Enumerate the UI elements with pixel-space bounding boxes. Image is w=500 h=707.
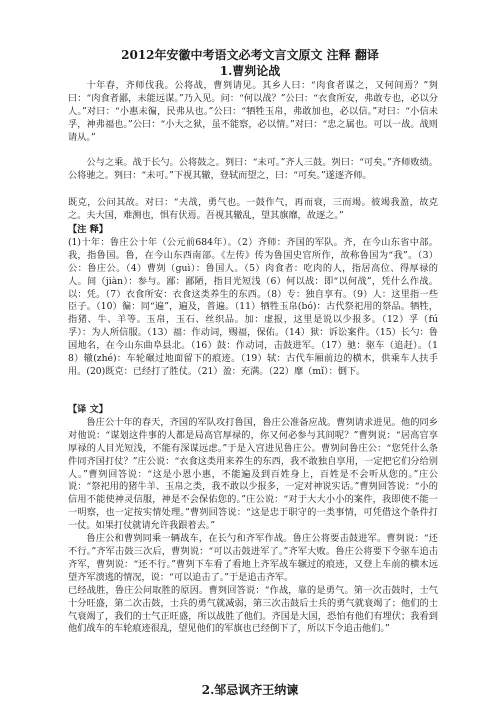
notes-text: (1)十年：鲁庄公十年（公元前684年）。（2）齐师：齐国的军队。齐，在今山东省中部。我，指鲁国。鲁，在今山东西南部。《左传》传为鲁国史官所作，故称鲁国为“我”。（3）公：鲁庄公。（4）曹刿（guì）：鲁国人。（5）肉食者：吃肉的人，指居高位、得厚禄的人。间（jiàn）：参与。鄙：鄙陋，指目光短浅（6）何以战：即“以何战”，凭什么作战。以：凭。（7）衣食所安：衣食这类养生的东西。（8）专：独自享有。（9）人：这里指一些臣子。（10）徧：同“遍”，遍及，普遍。（11）牺牲玉帛(bó)：古代祭祀用的祭品。牺牲，指猪、牛、羊等。玉帛，玉石、丝织品。加：虚报，这里是说以少报多。（12）孚（fú孚）：为人所信服。（13）福：作动词，赐福，保佑。（14）狱：诉讼案件。（15）长勺：鲁国地名，在今山东曲阜县北。（16）鼓：作动词，击鼓进军。（17）驰：驱车（追赶）。（18）辙(zhé)：车轮碾过地面留下的痕迹。（19）轼：古代车厢前边的横木，供乘车人扶手用。(20)既克：已经打了胜仗。（21）盈：充满。（22）靡（mǐ）：倒下。	[68, 236, 438, 377]
notes-block	[68, 224, 438, 379]
translation-paragraph-2: 鲁庄公和曹刿同乘一辆战车，在长勺和齐军作战。鲁庄公将要击鼓进军。曹刿说：“还不行。”齐军击鼓三次后，曹刿说：“可以击鼓进军了。”齐军大败。鲁庄公将要下令驱车追击齐军，曹刿说：“还不行。”曹刿下车看了看地上齐军战车辗过的痕迹，又登上车前的横木远望齐军溃逃的情况，说：“可以追击了。”于是追击齐军。	[68, 533, 438, 583]
section-heading: 1.曹刿论战	[219, 64, 281, 78]
section-heading-2: 2.邹忌讽齐王纳谏	[201, 683, 299, 697]
translation-label: 【译 文】	[68, 404, 108, 415]
translation-block	[68, 404, 438, 636]
document-title: 2012年安徽中考语文必考文言文原文 注释 翻译	[121, 48, 379, 62]
translation-paragraph-3: 已经战胜，鲁庄公问取胜的原因。曹刿回答说：“作战，靠的是勇气。第一次击鼓时，士气十分旺盛，第二次击鼓，士兵的勇气就减弱，第三次击鼓后士兵的勇气就衰竭了；他们的士气衰竭了，我们的士气正旺盛，所以战胜了他们。齐国是大国，恐怕有他们有埋伏；我看到他们战车的车轮痕迹很乱，望见他们的军旗也已经倒下了，所以下令追击他们。”	[68, 584, 438, 635]
notes-label: 【注 释】	[68, 224, 108, 235]
original-paragraph-1: 十年春，齐师伐我。公将战，曹刿请见。其乡人曰：“肉食者谋之，又何间焉？”刿曰：“肉食者鄙，未能远谋。”乃入见。问：“何以战？”公曰：“衣食所安，弗敢专也，必以分人。”对曰：“小惠未徧，民弗从也。”公曰：“牺牲玉帛，弗敢加也，必以信。”对曰：“小信未孚，神弗福也。”公曰：“小大之狱，虽不能察，必以情。”对曰：“忠之属也。可以一战。战则请从。”	[68, 80, 438, 143]
translation-paragraph-1: 鲁庄公十年的春天，齐国的军队攻打鲁国，鲁庄公准备应战。曹刿请求进见。他的同乡对他说：“谋划这件事的人都是局高官厚禄的，你又何必参与其间呢？”曹刿说：“居高官享厚禄的人目光短浅，不能有深谋远虑。”于是入宫进见鲁庄公。曹刿问鲁庄公：“您凭什么条件同齐国打仗？”庄公说：“衣食这类用来养生的东西，我不敢独自享用，一定把它们分给别人。”曹刿回答说：“这是小恩小惠，不能遍及到百姓身上，百姓是不会听从您的。”庄公说：“祭祀用的猪牛羊、玉帛之类，我不敢以少报多，一定对神说实话。”曹刿回答说：“小的信用不能使神灵信服，神是不会保佑您的。”庄公说：“对于大大小小的案件，我即使不能一一明察，也一定按实情处理。”曹刿回答说：“这是忠于职守的一类事情，可凭借这个条件打一仗。如果打仗就请允许我跟着去。”	[68, 416, 438, 532]
original-paragraph-3: 既克，公问其故。对曰：“夫战，勇气也。一鼓作气，再而衰，三而竭。彼竭我盈，故克之。夫大国，难测也，惧有伏焉。吾视其辙乱，望其旗靡，故逐之。”	[68, 197, 438, 221]
original-paragraph-2: 公与之乘。战于长勺。公将鼓之。刿曰：“未可。”齐人三鼓。刿曰：“可矣。”齐师败绩。公将驰之。刿曰：“未可。”下视其辙，登轼而望之，曰：“可矣。”遂逐齐师。	[68, 157, 438, 181]
